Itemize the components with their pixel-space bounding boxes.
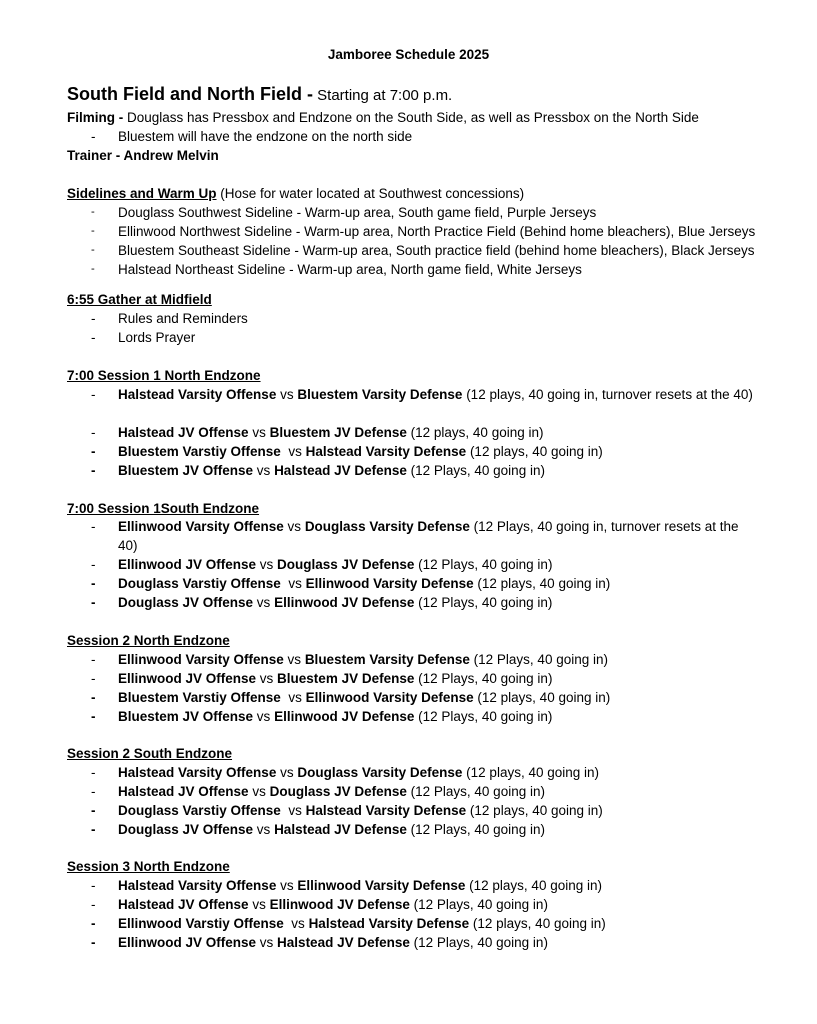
main-heading-rest: Starting at 7:00 p.m. xyxy=(312,87,453,104)
defense-team: Bluestem JV Defense xyxy=(269,425,407,440)
game-text xyxy=(118,763,599,782)
game-note: (12 Plays, 40 going in) xyxy=(406,822,545,837)
game-text xyxy=(118,820,545,839)
offense-team: Douglass JV Offense xyxy=(118,822,254,837)
versus: vs xyxy=(248,425,270,440)
game-note: (12 plays, 40 going in) xyxy=(462,765,600,780)
game-text xyxy=(118,669,552,688)
versus: vs xyxy=(280,444,306,459)
offense-team: Bluestem Varstiy Offense xyxy=(118,444,281,459)
bullet-dash: - xyxy=(91,671,96,686)
bullet-dash: - xyxy=(91,225,95,237)
offense-team: Bluestem JV Offense xyxy=(118,709,254,724)
bullet-dash: - xyxy=(91,690,96,705)
game-text xyxy=(118,593,552,612)
bullet-dash: - xyxy=(91,576,96,591)
bullet-dash: - xyxy=(91,444,96,459)
game-note: (12 Plays, 40 going in) xyxy=(409,897,548,912)
bullet-dash: - xyxy=(91,311,96,326)
game-note: (12 Plays, 40 going in) xyxy=(414,595,553,610)
bullet-dash: - xyxy=(91,387,96,402)
versus: vs xyxy=(276,387,298,402)
offense-team: Douglass Varstiy Offense xyxy=(118,803,281,818)
bullet-dash: - xyxy=(91,206,95,218)
sideline-item-text: Ellinwood Northwest Sideline - Warm-up area, North Practice Field (Behind home bleachers), Blue Jerseys xyxy=(118,224,756,239)
versus: vs xyxy=(253,463,275,478)
defense-team: Halstead Varsity Defense xyxy=(308,916,470,931)
offense-team: Halstead JV Offense xyxy=(118,784,249,799)
sideline-item-text: Halstead Northeast Sideline - Warm-up area, North game field, White Jerseys xyxy=(118,262,582,277)
session-heading: 7:00 Session 1South Endzone xyxy=(67,501,260,516)
game-text xyxy=(118,707,552,726)
defense-team: Halstead JV Defense xyxy=(277,935,410,950)
defense-team: Ellinwood Varsity Defense xyxy=(305,690,474,705)
bullet-dash: - xyxy=(91,897,96,912)
offense-team: Ellinwood Varstiy Offense xyxy=(118,916,284,931)
game-text xyxy=(118,574,610,593)
bullet-dash: - xyxy=(91,878,96,893)
game-text xyxy=(118,895,548,914)
bullet-dash: - xyxy=(91,519,96,534)
game-note: (12 Plays, 40 going in) xyxy=(414,671,553,686)
session-heading: 7:00 Session 1 North Endzone xyxy=(67,368,261,383)
versus: vs xyxy=(256,935,278,950)
versus: vs xyxy=(256,557,278,572)
bullet-dash: - xyxy=(91,652,96,667)
game-note: (12 Plays, 40 going in) xyxy=(406,784,545,799)
versus: vs xyxy=(248,897,270,912)
main-heading-bold: South Field and North Field - xyxy=(67,84,313,104)
defense-team: Halstead JV Defense xyxy=(274,463,407,478)
defense-team: Douglass Varsity Defense xyxy=(304,519,470,534)
filming-text: Douglass has Pressbox and Endzone on the South Side, as well as Pressbox on the North Side xyxy=(123,110,699,125)
defense-team: Ellinwood Varsity Defense xyxy=(305,576,474,591)
game-text xyxy=(118,933,548,952)
bullet-dash: - xyxy=(91,557,96,572)
game-note: (12 plays, 40 going in) xyxy=(466,803,603,818)
versus: vs xyxy=(256,671,278,686)
session-heading: Session 3 North Endzone xyxy=(67,859,230,874)
bullet-dash: - xyxy=(91,822,96,837)
game-text xyxy=(118,517,758,555)
versus: vs xyxy=(283,916,309,931)
main-heading xyxy=(67,85,452,105)
bullet-dash: - xyxy=(91,765,96,780)
defense-team: Ellinwood JV Defense xyxy=(274,709,415,724)
game-note: (12 plays, 40 going in) xyxy=(466,444,603,459)
versus: vs xyxy=(276,878,298,893)
bullet-dash: - xyxy=(91,916,96,931)
defense-team: Ellinwood JV Defense xyxy=(274,595,415,610)
gather-heading: 6:55 Gather at Midfield xyxy=(67,292,212,307)
offense-team: Ellinwood Varsity Offense xyxy=(118,652,284,667)
versus: vs xyxy=(283,652,305,667)
defense-team: Douglass JV Defense xyxy=(269,784,407,799)
offense-team: Douglass Varstiy Offense xyxy=(118,576,281,591)
versus: vs xyxy=(280,576,306,591)
game-note: (12 Plays, 40 going in) xyxy=(469,652,608,667)
offense-team: Ellinwood JV Offense xyxy=(118,557,257,572)
sidelines-heading-line xyxy=(67,184,524,203)
defense-team: Halstead Varsity Defense xyxy=(305,803,467,818)
offense-team: Halstead JV Offense xyxy=(118,425,249,440)
game-note: (12 Plays, 40 going in, turnover resets at the 40) xyxy=(118,519,739,553)
game-note: (12 Plays, 40 going in) xyxy=(414,557,553,572)
filming-sub: Bluestem will have the endzone on the north side xyxy=(118,129,413,144)
game-note: (12 plays, 40 going in) xyxy=(473,576,611,591)
game-text xyxy=(118,688,610,707)
session-heading: Session 2 North Endzone xyxy=(67,633,230,648)
trainer-line: Trainer - Andrew Melvin xyxy=(67,148,219,163)
offense-team: Halstead Varsity Offense xyxy=(118,878,277,893)
game-note: (12 plays, 40 going in) xyxy=(406,425,544,440)
versus: vs xyxy=(280,803,306,818)
game-note: (12 plays, 40 going in) xyxy=(473,690,611,705)
bullet-dash: - xyxy=(91,263,95,275)
document-title: Jamboree Schedule 2025 xyxy=(327,47,490,62)
session-heading: Session 2 South Endzone xyxy=(67,746,233,761)
game-text xyxy=(118,876,602,895)
bullet-dash: - xyxy=(91,803,96,818)
offense-team: Ellinwood Varsity Offense xyxy=(118,519,284,534)
bullet-dash: - xyxy=(91,463,96,478)
bullet-dash: - xyxy=(91,129,96,144)
offense-team: Ellinwood JV Offense xyxy=(118,935,257,950)
gather-item-text: Rules and Reminders xyxy=(118,311,248,326)
versus: vs xyxy=(253,709,275,724)
sideline-item-text: Douglass Southwest Sideline - Warm-up area, South game field, Purple Jerseys xyxy=(118,205,597,220)
offense-team: Halstead Varsity Offense xyxy=(118,387,277,402)
offense-team: Bluestem JV Offense xyxy=(118,463,254,478)
versus: vs xyxy=(283,519,305,534)
bullet-dash: - xyxy=(91,595,96,610)
defense-team: Ellinwood JV Defense xyxy=(269,897,410,912)
game-text xyxy=(118,461,545,480)
defense-team: Halstead Varsity Defense xyxy=(305,444,467,459)
game-note: (12 Plays, 40 going in) xyxy=(406,463,545,478)
versus: vs xyxy=(253,822,275,837)
game-text xyxy=(118,801,603,820)
offense-team: Ellinwood JV Offense xyxy=(118,671,257,686)
bullet-dash: - xyxy=(91,244,95,256)
offense-team: Halstead JV Offense xyxy=(118,897,249,912)
game-text xyxy=(118,782,545,801)
game-note: (12 plays, 40 going in) xyxy=(469,916,606,931)
game-note: (12 Plays, 40 going in) xyxy=(409,935,548,950)
offense-team: Douglass JV Offense xyxy=(118,595,254,610)
game-text xyxy=(118,442,603,461)
bullet-dash: - xyxy=(91,935,96,950)
game-text xyxy=(118,650,608,669)
defense-team: Halstead JV Defense xyxy=(274,822,407,837)
filming-label: Filming - xyxy=(67,110,124,125)
game-text xyxy=(118,385,758,404)
sidelines-heading: Sidelines and Warm Up xyxy=(67,186,217,201)
game-text xyxy=(118,914,606,933)
versus: vs xyxy=(248,784,270,799)
versus: vs xyxy=(276,765,298,780)
game-note: (12 Plays, 40 going in) xyxy=(414,709,553,724)
versus: vs xyxy=(280,690,306,705)
defense-team: Bluestem Varsity Defense xyxy=(304,652,470,667)
game-text xyxy=(118,423,543,442)
offense-team: Halstead Varsity Offense xyxy=(118,765,277,780)
defense-team: Douglass Varsity Defense xyxy=(297,765,463,780)
game-text xyxy=(118,555,552,574)
offense-team: Bluestem Varstiy Offense xyxy=(118,690,281,705)
game-note: (12 plays, 40 going in) xyxy=(465,878,602,893)
defense-team: Ellinwood Varsity Defense xyxy=(297,878,466,893)
sidelines-note: (Hose for water located at Southwest concessions) xyxy=(216,186,525,201)
bullet-dash: - xyxy=(91,709,96,724)
bullet-dash: - xyxy=(91,784,96,799)
versus: vs xyxy=(253,595,275,610)
bullet-dash: - xyxy=(91,330,96,345)
defense-team: Douglass JV Defense xyxy=(277,557,415,572)
defense-team: Bluestem JV Defense xyxy=(277,671,415,686)
bullet-dash: - xyxy=(91,425,96,440)
defense-team: Bluestem Varsity Defense xyxy=(297,387,463,402)
gather-item-text: Lords Prayer xyxy=(118,330,196,345)
game-note: (12 plays, 40 going in, turnover resets at the 40) xyxy=(462,387,753,402)
sideline-item-text: Bluestem Southeast Sideline - Warm-up area, South practice field (behind home bleachers), Black Jerseys xyxy=(118,243,755,258)
filming-line xyxy=(67,108,699,127)
